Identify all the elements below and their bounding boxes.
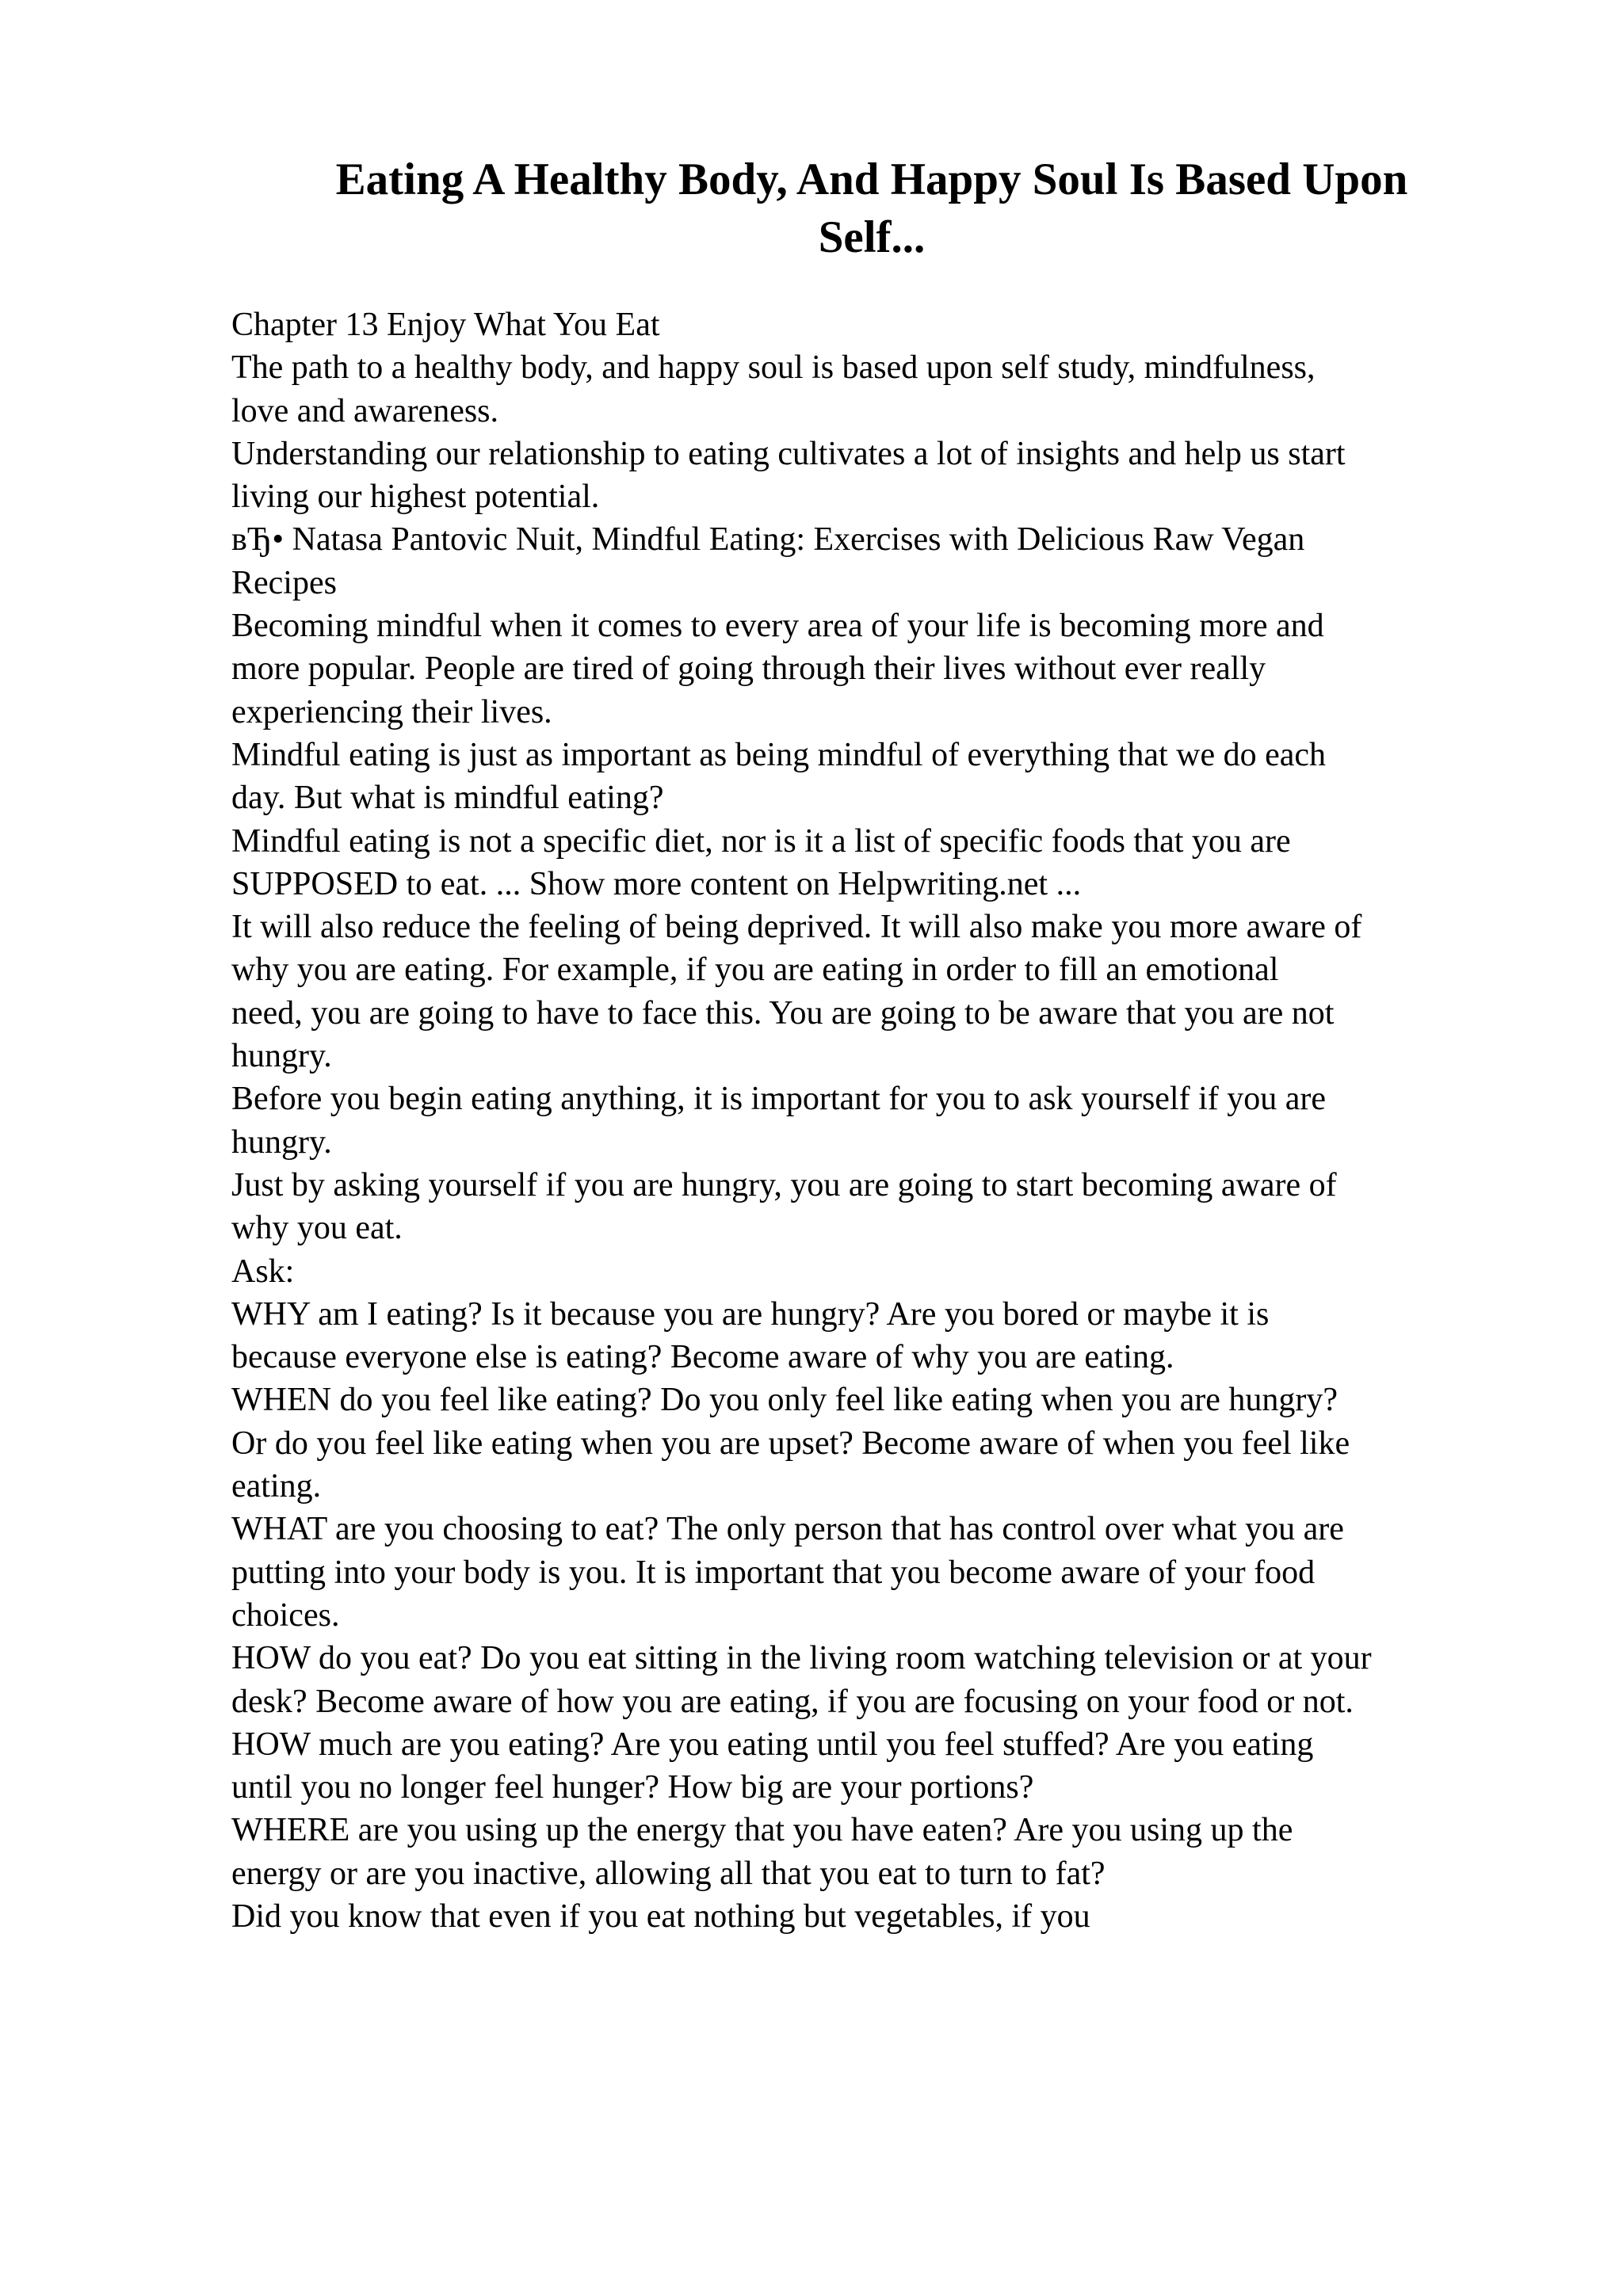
text-line: why you eat. bbox=[231, 1210, 403, 1247]
text-line: hungry. bbox=[231, 1123, 332, 1161]
document-title bbox=[262, 151, 1482, 266]
text-line: Mindful eating is just as important as being mindful of everything that we do each bbox=[231, 736, 1327, 773]
text-line: HOW much are you eating? Are you eating until you feel stuffed? Are you eating bbox=[231, 1726, 1314, 1763]
text-line: hungry. bbox=[231, 1038, 332, 1075]
text-line: The path to a healthy body, and happy soul is based upon self study, mindfulness, bbox=[231, 349, 1316, 387]
text-line: more popular. People are tired of going through their lives without ever really bbox=[231, 650, 1266, 688]
text-line: SUPPOSED to eat. ... Show more content on Helpwriting.net ... bbox=[231, 865, 1082, 902]
text-line: why you are eating. For example, if you are eating in order to fill an emotional bbox=[231, 952, 1279, 989]
text-line: need, you are going to have to face this. You are going to be aware that you are not bbox=[231, 994, 1335, 1032]
text-line: WHERE are you using up the energy that you have eaten? Are you using up the bbox=[231, 1812, 1293, 1849]
text-line: experiencing their lives. bbox=[231, 693, 552, 730]
text-line: love and awareness. bbox=[231, 392, 499, 429]
text-line: Recipes bbox=[231, 564, 337, 601]
text-line: Just by asking yourself if you are hungry, you are going to start becoming aware of bbox=[231, 1166, 1337, 1203]
title-line-2: Self... bbox=[818, 212, 926, 262]
text-line: WHY am I eating? Is it because you are hungry? Are you bored or maybe it is bbox=[231, 1295, 1270, 1333]
text-line: energy or are you inactive, allowing all that you eat to turn to fat? bbox=[231, 1855, 1106, 1892]
text-line: WHEN do you feel like eating? Do you only feel like eating when you are hungry? bbox=[231, 1382, 1338, 1419]
text-line: Becoming mindful when it comes to every area of your life is becoming more and bbox=[231, 608, 1324, 645]
text-line: day. But what is mindful eating? bbox=[231, 780, 664, 817]
text-line: Did you know that even if you eat nothing but vegetables, if you bbox=[231, 1897, 1090, 1935]
text-line: Or do you feel like eating when you are upset? Become aware of when you feel like bbox=[231, 1425, 1350, 1462]
text-line: Chapter 13 Enjoy What You Eat bbox=[231, 307, 660, 343]
text-line: WHAT are you choosing to eat? The only person that has control over what you are bbox=[231, 1511, 1344, 1548]
text-line: HOW do you eat? Do you eat sitting in the living room watching television or at your bbox=[231, 1640, 1372, 1677]
text-line: choices. bbox=[231, 1596, 340, 1634]
text-line: until you no longer feel hunger? How big are your portions? bbox=[231, 1769, 1034, 1806]
text-line: desk? Become aware of how you are eating, if you are focusing on your food or not. bbox=[231, 1683, 1354, 1720]
text-line: Before you begin eating anything, it is important for you to ask yourself if you are bbox=[231, 1081, 1327, 1118]
text-line: because everyone else is eating? Become aware of why you are eating. bbox=[231, 1339, 1174, 1376]
text-line: Ask: bbox=[231, 1253, 295, 1290]
text-line: вЂ• Natasa Pantovic Nuit, Mindful Eating: Exercises with Delicious Raw Vegan bbox=[231, 521, 1305, 559]
text-line: eating. bbox=[231, 1468, 322, 1505]
text-line: Understanding our relationship to eating cultivates a lot of insights and help us start bbox=[231, 435, 1346, 472]
title-line-1: Eating A Healthy Body, And Happy Soul Is Based Upon bbox=[335, 154, 1408, 204]
text-line: It will also reduce the feeling of being deprived. It will also make you more aware of bbox=[231, 909, 1362, 946]
document-body bbox=[231, 303, 1515, 1938]
text-line: putting into your body is you. It is important that you become aware of your food bbox=[231, 1554, 1316, 1591]
text-line: living our highest potential. bbox=[231, 479, 600, 516]
text-line: Mindful eating is not a specific diet, nor is it a list of specific foods that you are bbox=[231, 822, 1291, 860]
